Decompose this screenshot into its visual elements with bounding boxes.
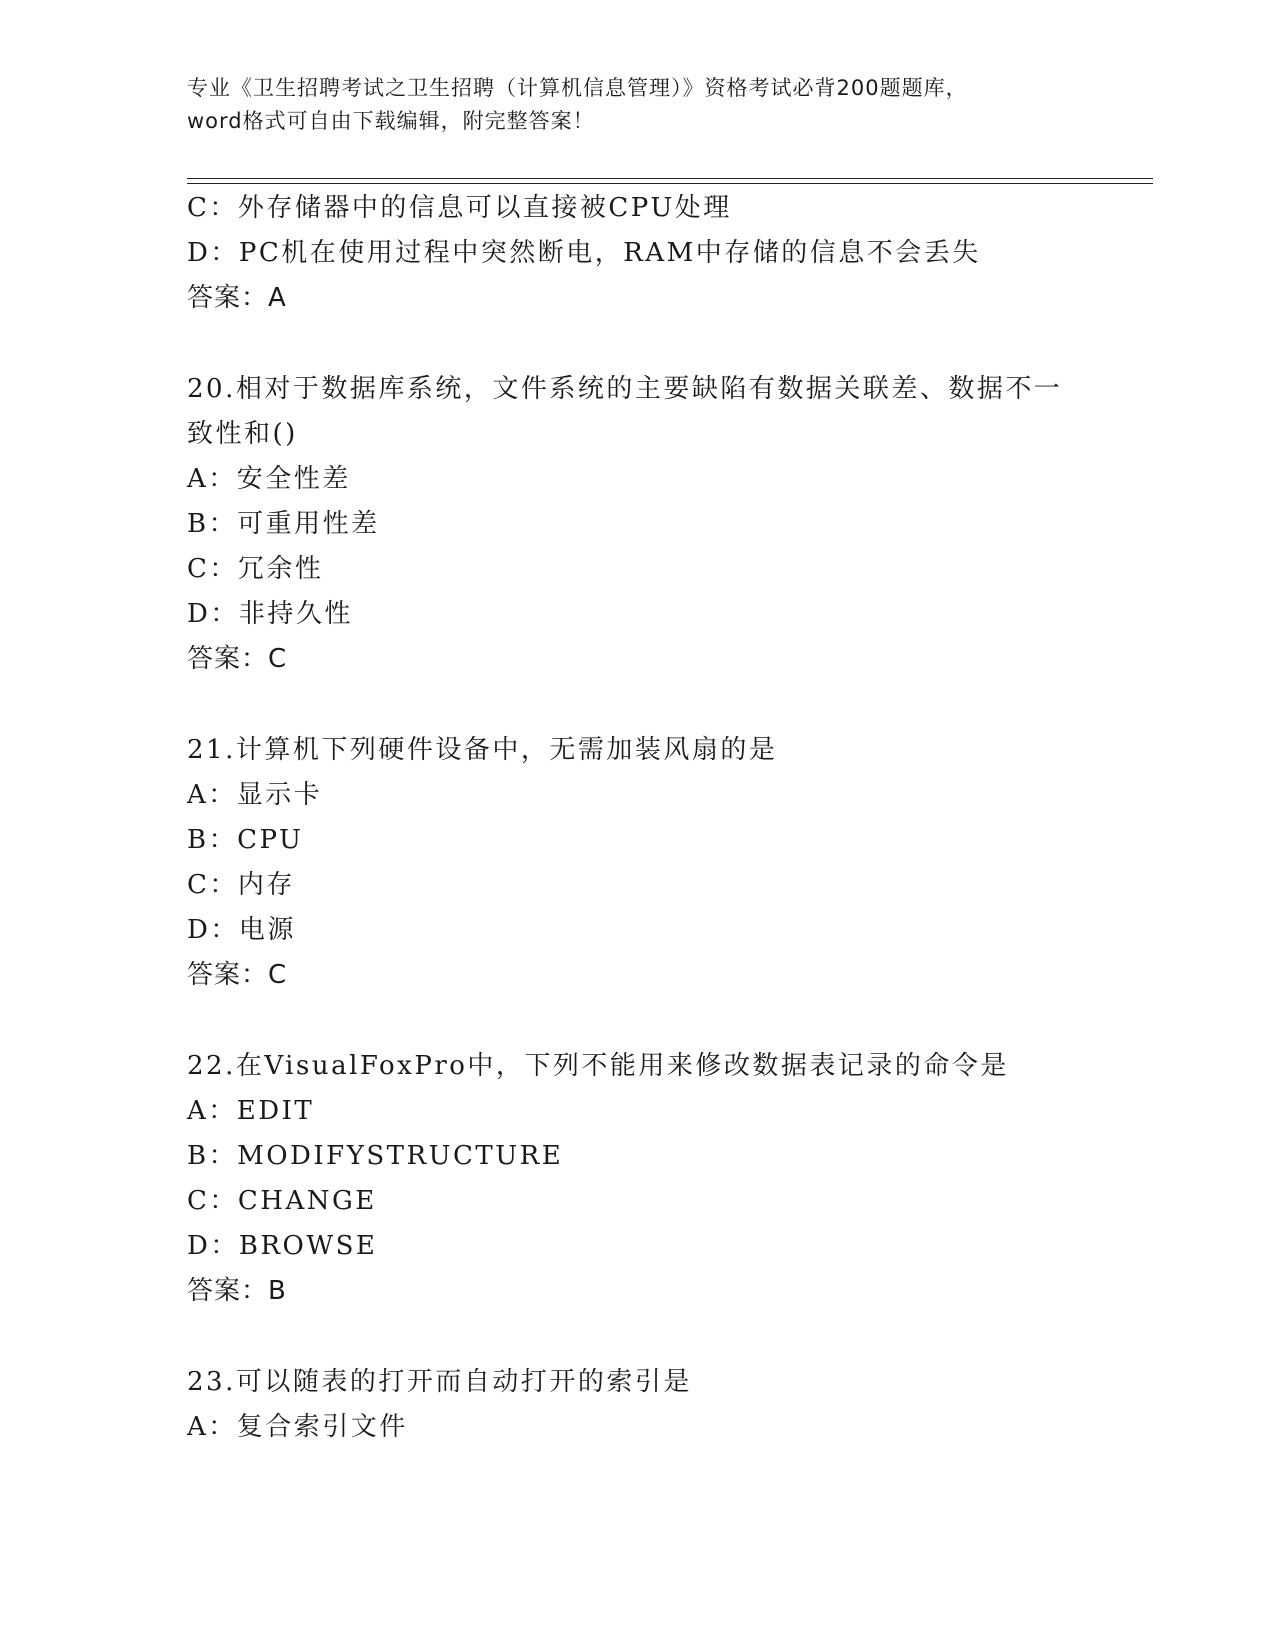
q22-answer: 答案：B xyxy=(187,1276,287,1306)
q20-answer: 答案：C xyxy=(187,644,288,674)
q22-option-c: C：CHANGE xyxy=(187,1186,377,1216)
q20-stem-line-2: 致性和() xyxy=(187,419,298,449)
q21-stem: 21.计算机下列硬件设备中，无需加装风扇的是 xyxy=(187,735,778,765)
q20-option-a: A：安全性差 xyxy=(187,464,351,494)
q20-option-b: B：可重用性差 xyxy=(187,509,380,539)
q20-option-c: C：冗余性 xyxy=(187,554,324,584)
header-divider-bottom xyxy=(187,183,1153,184)
q20-option-d: D：非持久性 xyxy=(187,599,353,629)
q23-stem: 23.可以随表的打开而自动打开的索引是 xyxy=(187,1367,692,1397)
header-title-line-1: 专业《卫生招聘考试之卫生招聘（计算机信息管理）》资格考试必背200题题库， xyxy=(187,76,968,100)
q19-answer: 答案：A xyxy=(187,283,287,313)
q19-option-d: D：PC机在使用过程中突然断电，RAM中存储的信息不会丢失 xyxy=(187,238,981,268)
header-title-line-2: word格式可自由下载编辑，附完整答案！ xyxy=(187,109,595,133)
q21-answer: 答案：C xyxy=(187,960,288,990)
q20-stem-line-1: 20.相对于数据库系统，文件系统的主要缺陷有数据关联差、数据不一 xyxy=(187,374,1063,404)
q21-option-d: D：电源 xyxy=(187,915,296,945)
q21-option-c: C：内存 xyxy=(187,870,295,900)
q21-option-b: B：CPU xyxy=(187,825,304,855)
q22-stem: 22.在VisualFoxPro中，下列不能用来修改数据表记录的命令是 xyxy=(187,1051,1009,1081)
q22-option-b: B：MODIFYSTRUCTURE xyxy=(187,1141,564,1171)
document-header xyxy=(187,72,1087,138)
q22-option-a: A：EDIT xyxy=(187,1096,315,1126)
q23-option-a: A：复合索引文件 xyxy=(187,1412,408,1442)
header-divider-top xyxy=(187,178,1153,179)
q22-option-d: D：BROWSE xyxy=(187,1231,378,1261)
q19-option-c: C：外存储器中的信息可以直接被CPU处理 xyxy=(187,193,732,223)
q21-option-a: A：显示卡 xyxy=(187,780,323,810)
